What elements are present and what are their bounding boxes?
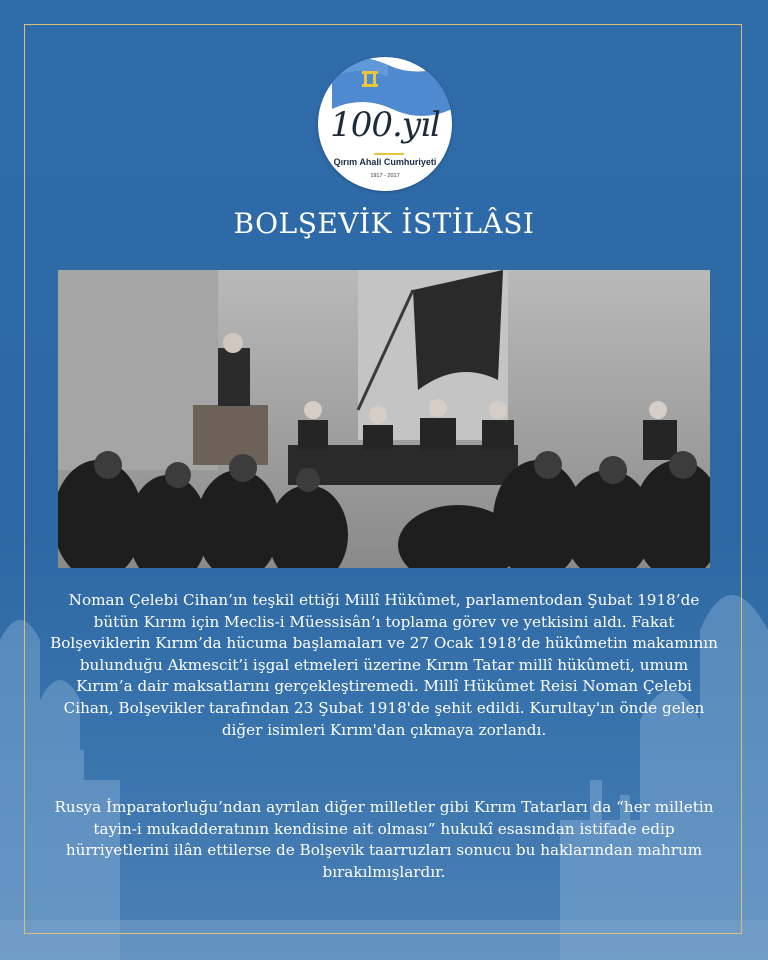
paragraph-2: Rusya İmparatorluğu’ndan ayrılan diğer milletler gibi Kırım Tatarları da “her milletin tayin-i mukadderatının kendisine ait olması” hukukî esasından istifade edip hürriyetlerini ilân ettilerse de Bolşevik taarruzları sonucu bu haklarından mahrum bırakılmışlardır. [54, 798, 714, 881]
historical-photo [58, 270, 710, 568]
logo-years: 1917 - 2017 [370, 173, 400, 179]
paragraph-1: Noman Çelebi Cihan’ın teşkil ettiği Millî Hükûmet, parlamentodan Şubat 1918’de bütün Kırım için Meclis-i Müessisân’ı toplama görev ve yetkisini aldı. Fakat Bolşeviklerin Kırım’da hücuma başlamaları ve 27 Ocak 1918’de hükûmetin makamının bulunduğu Akmescit’i işgal etmeleri üzerine Kırım Tatar millî hükûmeti, umum Kırım’a dair maksatlarını gerçekleştiremedi. Millî Hükûmet Reisi Noman Çelebi Cihan, Bolşevikler tarafından 23 Şubat 1918'de şehit edildi. Kurultay'ın önde gelen diğer isimleri Kırım'dan çıkmaya zorlandı. [50, 591, 718, 739]
page-title: BOLŞEVİK İSTİLÂSI [233, 207, 535, 240]
logo-year-mark: 100.yıl [330, 105, 440, 145]
logo [318, 57, 452, 191]
logo-republic-name: Qırım Ahali Cumhuriyeti [333, 157, 437, 167]
